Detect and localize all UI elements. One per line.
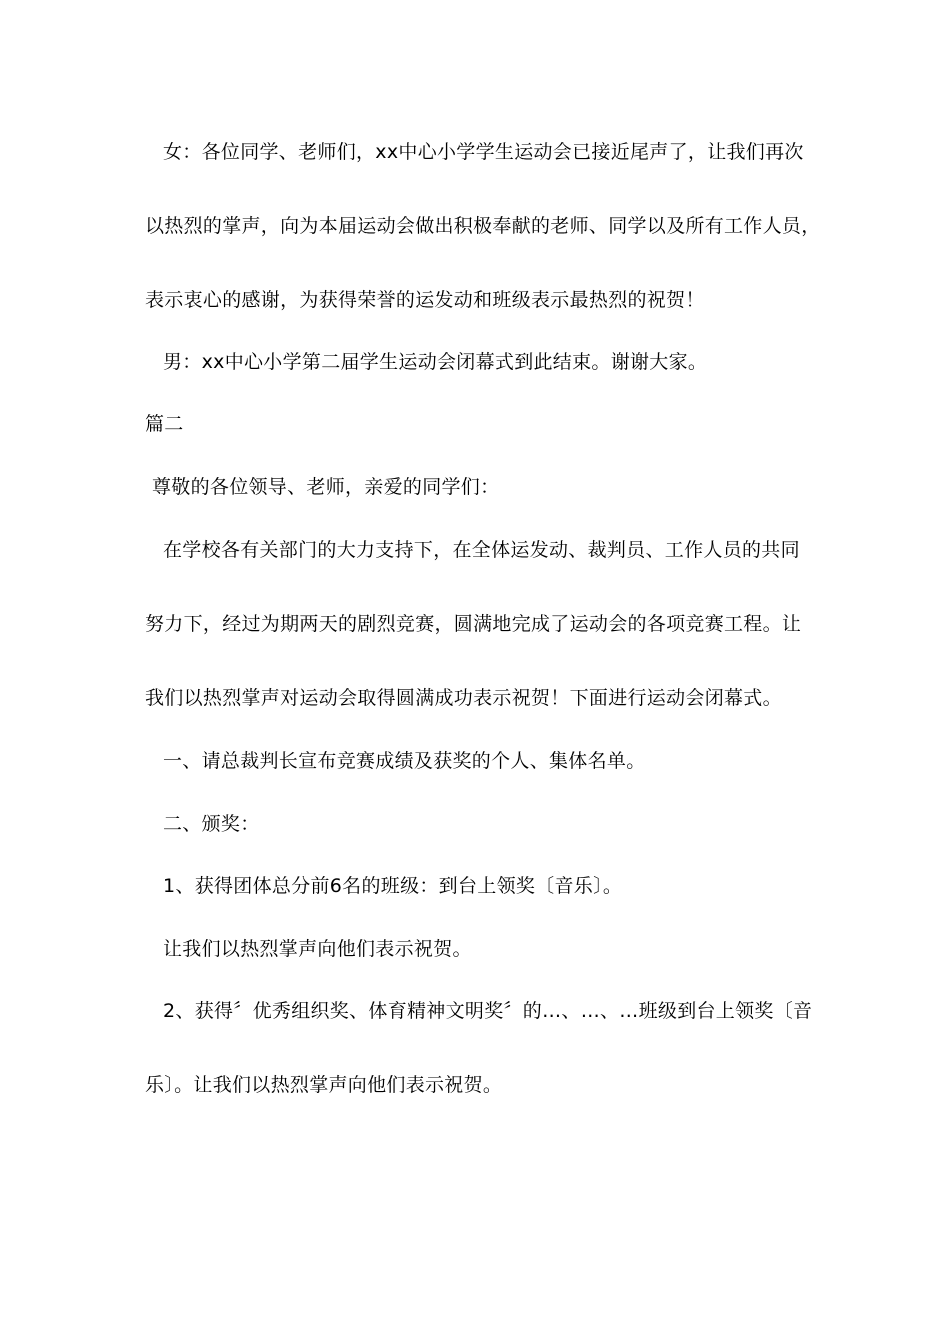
salutation: 尊敬的各位领导、老师，亲爱的同学们： bbox=[152, 476, 500, 498]
award-item-1: 1、获得团体总分前6名的班级：到台上领奖〔音乐〕。 bbox=[163, 875, 623, 897]
list-item-1: 一、请总裁判长宣布竞赛成绩及获奖的个人、集体名单。 bbox=[163, 750, 646, 772]
text-line-9: 我们以热烈掌声对运动会取得圆满成功表示祝贺！下面进行运动会闭幕式。 bbox=[145, 687, 782, 709]
text-line-7: 在学校各有关部门的大力支持下，在全体运发动、裁判员、工作人员的共同 bbox=[163, 539, 800, 561]
text-line-4: 男：xx中心小学第二届学生运动会闭幕式到此结束。谢谢大家。 bbox=[163, 351, 708, 373]
section-heading: 篇二 bbox=[145, 413, 184, 435]
text-line-1: 女：各位同学、老师们，xx中心小学学生运动会已接近尾声了，让我们再次 bbox=[163, 141, 804, 163]
list-item-2: 二、颁奖： bbox=[163, 813, 260, 835]
text-line-15: 乐〕。让我们以热烈掌声向他们表示祝贺。 bbox=[145, 1074, 503, 1096]
text-line-8: 努力下，经过为期两天的剧烈竞赛，圆满地完成了运动会的各项竞赛工程。让 bbox=[145, 613, 802, 635]
text-line-13: 让我们以热烈掌声向他们表示祝贺。 bbox=[163, 938, 472, 960]
text-line-2: 以热烈的掌声，向为本届运动会做出积极奉献的老师、同学以及所有工作人员， bbox=[145, 215, 821, 237]
text-line-3: 表示衷心的感谢，为获得荣誉的运发动和班级表示最热烈的祝贺！ bbox=[145, 289, 705, 311]
award-item-2: 2、获得〞优秀组织奖、体育精神文明奖〞的…、…、…班级到台上领奖〔音 bbox=[163, 1000, 813, 1022]
